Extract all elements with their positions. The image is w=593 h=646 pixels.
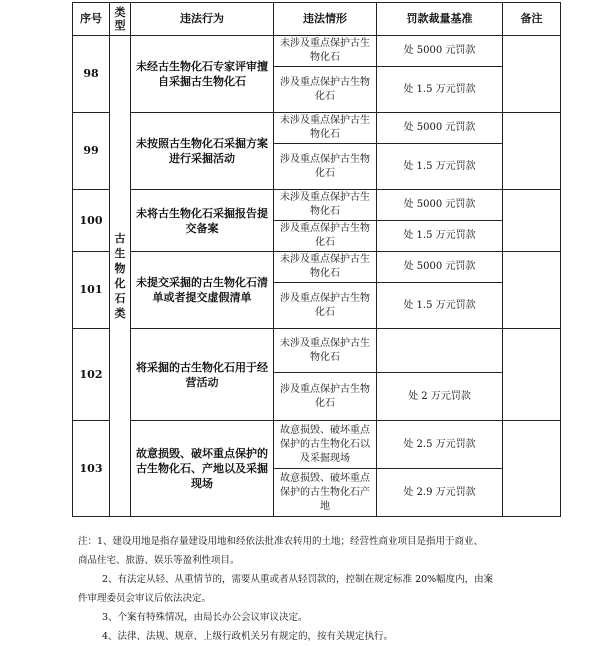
row-pen: 处 5000 元罚款	[377, 113, 503, 144]
row-pen: 处 1.5 万元罚款	[377, 144, 503, 190]
table-row	[73, 190, 561, 221]
row-pen: 处 2 万元罚款	[377, 373, 503, 421]
row-sit: 涉及重点保护古生物化石	[274, 283, 377, 329]
row-pen	[377, 329, 503, 373]
row-rem	[503, 36, 561, 113]
row-pen: 处 1.5 万元罚款	[377, 221, 503, 252]
row-pen: 处 2.9 万元罚款	[377, 469, 503, 517]
row-sit: 未涉及重点保护古生物化石	[274, 190, 377, 221]
note-1-line-1: 注：1、建设用地是指存量建设用地和经依法批准农转用的土地；经营性商业项目是指用于商业、	[78, 536, 484, 547]
row-rem	[503, 421, 561, 517]
row-rem	[503, 329, 561, 421]
row-sit: 故意损毁、破坏重点保护的古生物化石产地	[274, 469, 377, 517]
header-rem: 备注	[503, 3, 561, 36]
notes-section	[78, 532, 578, 646]
header-cat-text: 类型	[114, 6, 126, 32]
row-sit: 涉及重点保护古生物化石	[274, 67, 377, 113]
row-sit: 故意损毁、破坏重点保护的古生物化石以及采掘现场	[274, 421, 377, 469]
header-row	[73, 3, 561, 36]
row-rem	[503, 190, 561, 252]
table-row	[73, 421, 561, 469]
category-text: 古生物化石类	[114, 232, 126, 320]
row-rem	[503, 113, 561, 190]
row-act: 未提交采掘的古生物化石清单或者提交虚假清单	[131, 252, 274, 329]
note-2-line-1: 2、有法定从轻、从重情节的，需要从重或者从轻罚款的，控制在规定标准 20%幅度内，由案	[102, 574, 494, 585]
header-num: 序号	[73, 3, 110, 36]
row-sit: 涉及重点保护古生物化石	[274, 144, 377, 190]
row-act: 故意损毁、破坏重点保护的古生物化石、产地以及采掘现场	[131, 421, 274, 517]
row-num: 103	[73, 421, 110, 517]
header-act: 违法行为	[131, 3, 274, 36]
row-pen: 处 5000 元罚款	[377, 252, 503, 283]
row-act: 未将古生物化石采掘报告提交备案	[131, 190, 274, 252]
note-3: 3、个案有特殊情况，由局长办公会议审议决定。	[102, 612, 308, 623]
row-pen: 处 5000 元罚款	[377, 36, 503, 67]
row-act: 未按照古生物化石采掘方案进行采掘活动	[131, 113, 274, 190]
table-row	[73, 252, 561, 283]
row-act: 将采掘的古生物化石用于经营活动	[131, 329, 274, 421]
category-cell	[110, 36, 131, 517]
row-pen: 处 1.5 万元罚款	[377, 67, 503, 113]
note-4: 4、法律、法规、规章、上级行政机关另有规定的，按有关规定执行。	[102, 631, 394, 642]
row-sit: 未涉及重点保护古生物化石	[274, 113, 377, 144]
row-num: 100	[73, 190, 110, 252]
header-sit: 违法情形	[274, 3, 377, 36]
row-pen: 处 1.5 万元罚款	[377, 283, 503, 329]
row-pen: 处 5000 元罚款	[377, 190, 503, 221]
header-cat	[110, 3, 131, 36]
row-sit: 未涉及重点保护古生物化石	[274, 329, 377, 373]
row-pen: 处 2.5 万元罚款	[377, 421, 503, 469]
row-num: 98	[73, 36, 110, 113]
table-row	[73, 36, 561, 67]
header-pen: 罚款裁量基准	[377, 3, 503, 36]
row-sit: 未涉及重点保护古生物化石	[274, 252, 377, 283]
row-sit: 未涉及重点保护古生物化石	[274, 36, 377, 67]
penalty-table	[72, 2, 561, 517]
row-num: 101	[73, 252, 110, 329]
note-2-line-2: 件审理委员会审议后依法决定。	[78, 593, 212, 604]
row-num: 102	[73, 329, 110, 421]
note-1-line-2: 商品住宅、旅游、娱乐等盈利性项目。	[78, 555, 240, 566]
row-sit: 涉及重点保护古生物化石	[274, 221, 377, 252]
row-sit: 涉及重点保护古生物化石	[274, 373, 377, 421]
table-row	[73, 113, 561, 144]
row-act: 未经古生物化石专家评审擅自采掘古生物化石	[131, 36, 274, 113]
row-rem	[503, 252, 561, 329]
table-row	[73, 329, 561, 373]
row-num: 99	[73, 113, 110, 190]
